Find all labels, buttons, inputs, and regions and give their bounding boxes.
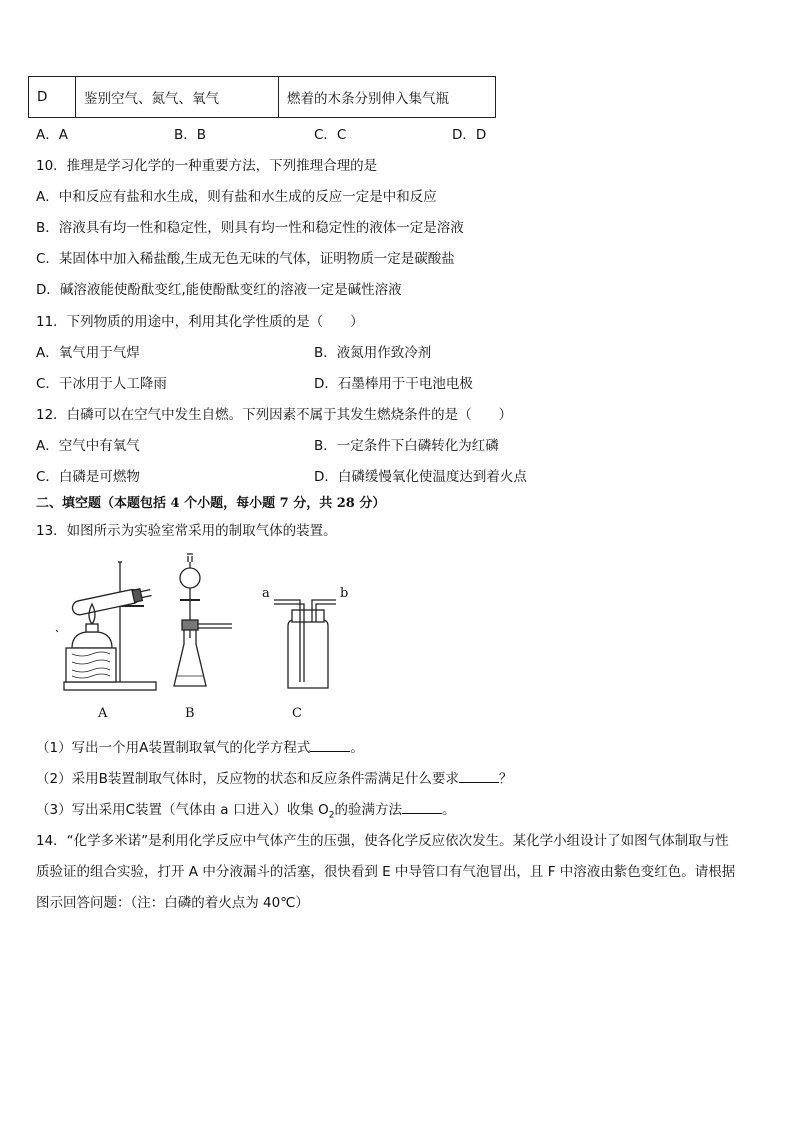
q9-option-b: B．B	[174, 127, 207, 143]
answer-blank[interactable]	[310, 738, 350, 752]
port-label-a: a	[262, 586, 270, 601]
alcohol-lamp	[72, 632, 112, 648]
table-cell: 鉴别空气、氮气、氧气	[76, 77, 279, 118]
q13-part3-mid: 的验满方法	[334, 802, 403, 818]
test-tube	[71, 586, 152, 616]
q10-option-b: B．溶液具有均一性和稳定性，则具有均一性和稳定性的液体一定是溶液	[36, 220, 464, 236]
q10-option-d: D．碱溶液能使酚酞变红,能使酚酞变红的溶液一定是碱性溶液	[36, 282, 402, 298]
q12-option-c: C．白磷是可燃物	[36, 469, 140, 485]
answer-blank[interactable]	[402, 800, 442, 814]
q9-option-d: D．D	[452, 127, 487, 143]
q14-line1: 14．“化学多米诺”是利用化学反应中气体产生的压强，使各化学反应依次发生。某化学小组设计了如图气体制取与性	[36, 833, 729, 849]
subscript: 2	[328, 810, 335, 821]
q11-stem: 11．下列物质的用途中，利用其化学性质的是（ ）	[36, 314, 364, 330]
conical-flask	[174, 630, 206, 686]
section-heading: 二、填空题（本题包括 4 个小题，每小题 7 分，共 28 分）	[36, 496, 386, 511]
q13-part3	[36, 800, 456, 826]
figure-label-a: A	[98, 706, 108, 721]
q12-option-b: B．一定条件下白磷转化为红磷	[314, 438, 499, 454]
separatory-funnel	[180, 568, 200, 588]
q12-option-d: D．白磷缓慢氧化使温度达到着火点	[314, 469, 527, 485]
q10-stem: 10．推理是学习化学的一种重要方法，下列推理合理的是	[36, 158, 378, 174]
q10-option-a: A．中和反应有盐和水生成，则有盐和水生成的反应一定是中和反应	[36, 189, 437, 205]
q10-option-c: C．某固体中加入稀盐酸,生成无色无味的气体，证明物质一定是碳酸盐	[36, 251, 455, 267]
q13-stem: 13．如图所示为实验室常采用的制取气体的装置。	[36, 523, 337, 539]
q13-part3-end: 。	[442, 802, 456, 818]
q11-option-a: A．氧气用于气焊	[36, 345, 140, 361]
q13-part3-text: （3）写出采用C装置（气体由 a 口进入）收集 O	[36, 802, 329, 818]
table-cell: D	[29, 77, 76, 118]
stand-base	[64, 682, 156, 690]
q12-stem: 12．白磷可以在空气中发生自燃。下列因素不属于其发生燃烧条件的是（ ）	[36, 407, 513, 423]
q14-line3: 图示回答问题：（注：白磷的着火点为 40℃）	[36, 895, 309, 911]
options-table	[28, 76, 496, 118]
figure-label-c: C	[292, 706, 302, 721]
q13-part1-text: （1）写出一个用A装置制取氧气的化学方程式	[36, 740, 311, 756]
q13-part2-text: （2）采用B装置制取气体时，反应物的状态和反应条件需满足什么要求	[36, 771, 459, 787]
apparatus-figure	[52, 548, 372, 728]
q11-option-b: B．液氮用作致冷剂	[314, 345, 432, 361]
q13-part1	[36, 738, 364, 758]
q11-option-c: C．干冰用于人工降雨	[36, 376, 167, 392]
q13-part1-end: 。	[350, 740, 364, 756]
port-label-b: b	[340, 586, 349, 601]
q14-line2: 质验证的组合实验，打开 A 中分液漏斗的活塞，很快看到 E 中导管口有气泡冒出，且 F 中溶液由紫色变红色。请根据	[36, 864, 736, 880]
q13-part2	[36, 769, 512, 789]
q9-option-c: C．C	[314, 127, 347, 143]
q13-part2-end: ？	[498, 771, 513, 787]
answer-blank[interactable]	[459, 769, 499, 783]
q9-option-a: A．A	[36, 127, 68, 143]
figure-label-b: B	[185, 706, 195, 721]
table-cell: 燃着的木条分别伸入集气瓶	[279, 77, 496, 118]
q11-option-d: D．石墨棒用于干电池电极	[314, 376, 473, 392]
q12-option-a: A．空气中有氧气	[36, 438, 140, 454]
table-row	[29, 77, 496, 118]
gas-collecting-bottle	[288, 620, 328, 688]
apparatus-drawing	[52, 548, 372, 728]
